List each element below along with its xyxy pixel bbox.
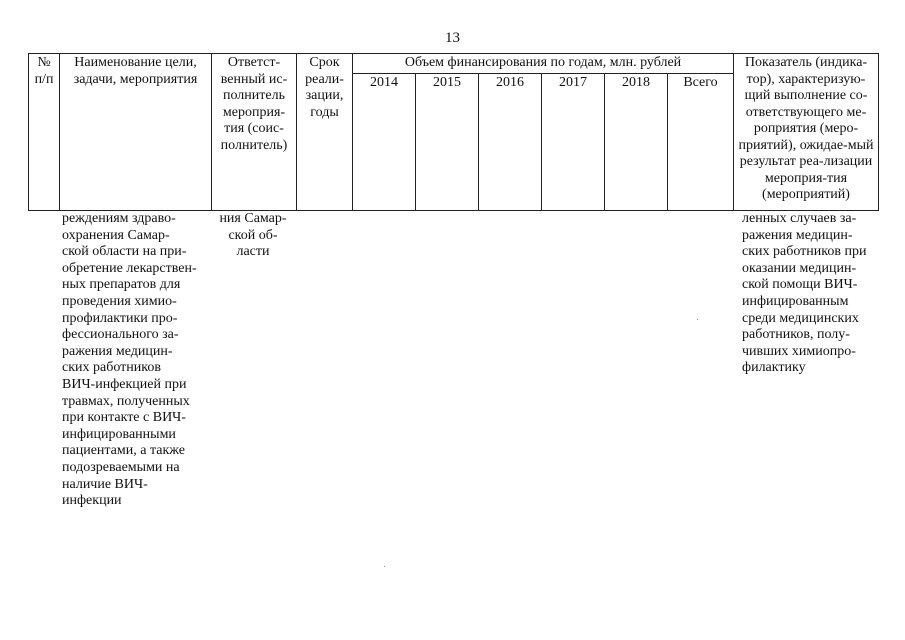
row-executor-line: ской об- (228, 227, 278, 243)
row-name-line: реждениям здраво- (62, 211, 176, 226)
row-indicator-line: ражения медицин- (742, 227, 853, 243)
row-name-line: фессионального за- (62, 327, 179, 343)
scan-speck (697, 319, 698, 320)
row-name-line: охранения Самар- (62, 227, 170, 243)
row-indicator-line: работников, полу- (742, 327, 850, 343)
row-indicator-line: ских работников при (742, 244, 867, 260)
header-name: Наименование цели, задачи, мероприятия (60, 54, 212, 211)
header-executor: Ответст-венный ис-полнитель мероприя-тия (соис-полнитель) (212, 54, 297, 211)
row-indicator-line: инфицированным (742, 293, 849, 309)
row-name-line: ских работников (62, 360, 161, 376)
row-name-line: ВИЧ-инфекцией при (62, 376, 187, 392)
row-executor-line: ния Самар- (219, 211, 287, 226)
header-term: Срок реали-зации, годы (297, 54, 353, 211)
row-name-line: ражения медицин- (62, 343, 173, 359)
row-indicator-line: чивших химиопро- (742, 343, 856, 359)
row-name-line: пациентами, а также (62, 443, 185, 459)
row-indicator-line: ленных случаев за- (742, 211, 857, 226)
row-name-cell (62, 211, 210, 510)
header-year-2014: 2014 (353, 74, 416, 211)
row-name-line: обретение лекарствен- (62, 260, 197, 276)
row-name-line: наличие ВИЧ- (62, 476, 148, 492)
row-indicator-cell (742, 211, 884, 377)
row-name-line: профилактики про- (62, 310, 178, 326)
row-indicator-line: ской помощи ВИЧ- (742, 277, 858, 293)
header-indicator: Показатель (индика-тор), характеризую-щий выполнение со-ответствующего ме-роприятия (меро-приятий), ожидае-мый результат реа-лизации мероприя-тия (мероприятий) (734, 54, 879, 211)
row-indicator-line: среди медицинских (742, 310, 859, 326)
row-name-line: инфицированными (62, 426, 176, 442)
row-indicator-line: оказании медицин- (742, 260, 857, 276)
row-name-line: инфекции (62, 493, 122, 509)
row-indicator-line: филактику (742, 360, 806, 376)
row-executor-cell (212, 211, 294, 261)
row-executor-line: ласти (236, 244, 270, 260)
row-name-line: ской области на при- (62, 244, 187, 260)
header-year-2015: 2015 (416, 74, 479, 211)
row-name-line: проведения химио- (62, 293, 177, 309)
row-name-line: подозреваемыми на (62, 459, 180, 475)
header-year-2018: 2018 (605, 74, 668, 211)
financing-table-header (28, 53, 879, 211)
scan-speck (384, 566, 385, 567)
row-name-line: ных препаратов для (62, 277, 181, 293)
row-name-line: при контакте с ВИЧ- (62, 410, 186, 426)
page-number: 13 (445, 30, 460, 46)
header-year-2016: 2016 (479, 74, 542, 211)
header-year-total: Всего (668, 74, 734, 211)
header-funding: Объем финансирования по годам, млн. рублей (353, 54, 734, 74)
row-name-line: травмах, полученных (62, 393, 190, 409)
header-year-2017: 2017 (542, 74, 605, 211)
header-number: № п/п (29, 54, 60, 211)
